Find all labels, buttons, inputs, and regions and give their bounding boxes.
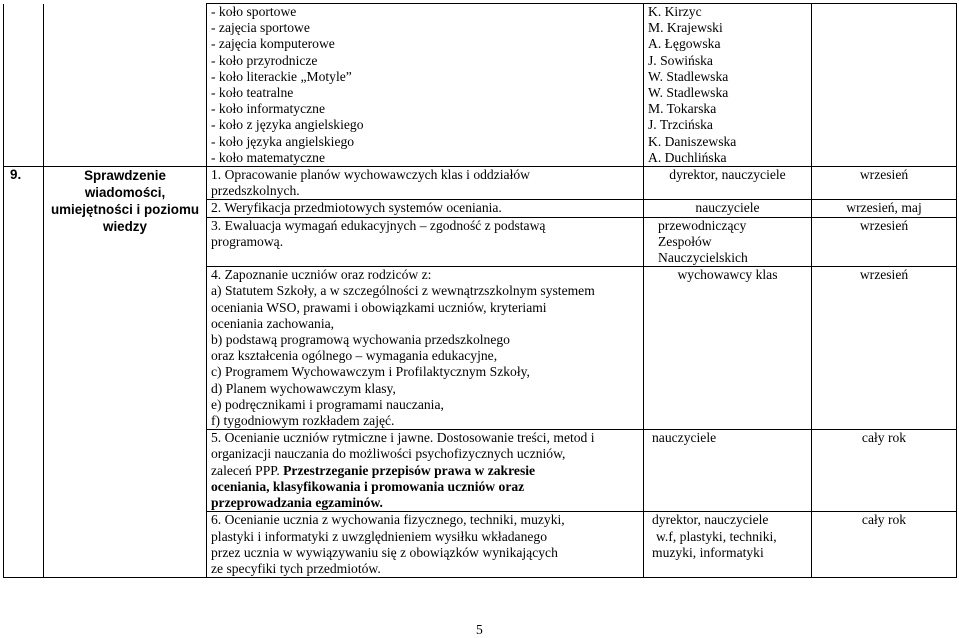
teacher-name: M. Krajewski — [648, 20, 723, 36]
deadline-cell: wrzesień, maj — [812, 200, 957, 217]
when-cell-empty — [812, 4, 957, 167]
task-cell — [207, 217, 644, 267]
task-line: przedszkolnych. — [211, 183, 300, 199]
activity-item: - koło informatyczne — [211, 101, 325, 117]
plan-table — [3, 3, 957, 578]
task-cell — [207, 167, 644, 200]
task-cell — [207, 512, 644, 578]
teachers-cell — [644, 4, 812, 167]
page-number: 5 — [476, 622, 483, 637]
activity-item: - koło z języka angielskiego — [211, 117, 364, 133]
task-line: d) Planem wychowawczym klasy, — [211, 380, 396, 396]
task-line: oraz kształcenia ogólnego – wymagania edukacyjne, — [211, 348, 498, 364]
section-title-line: wiedzy — [103, 219, 147, 235]
activity-item: - zajęcia sportowe — [211, 20, 310, 36]
deadline-cell: wrzesień — [812, 267, 957, 430]
responsible-line: dyrektor, nauczyciele — [669, 167, 786, 183]
activity-item: - koło sportowe — [211, 4, 297, 19]
task-line: przez ucznia w wywiązywaniu się z obowiązków wynikających — [211, 544, 558, 560]
responsible-line: Nauczycielskich — [658, 250, 748, 266]
responsible-cell — [644, 267, 812, 430]
topic-cell-empty — [44, 4, 207, 167]
task-line: 1. Opracowanie planów wychowawczych klas i oddziałów — [211, 167, 530, 183]
activities-cell — [207, 4, 644, 167]
task-line: 6. Ocenianie ucznia z wychowania fizycznego, techniki, muzyki, — [211, 512, 565, 528]
section-title-line: wiadomości, — [84, 185, 166, 201]
task-cell — [207, 430, 644, 512]
task-line: programową. — [211, 233, 284, 249]
task-line: a) Statutem Szkoły, a w szczególności z wewnątrzszkolnym systemem — [211, 283, 595, 299]
task-line: organizacji nauczania do możliwości psychofizycznych uczniów, — [211, 446, 566, 462]
activity-item: - koło matematyczne — [211, 149, 325, 165]
responsible-line: przewodniczący — [658, 217, 747, 233]
task-line: oceniania WSO, prawami i obowiązkami uczniów, kryteriami — [211, 299, 547, 315]
responsible-cell — [644, 217, 812, 267]
task-line: 5. Ocenianie uczniów rytmiczne i jawne. Dostosowanie treści, metod i — [211, 430, 595, 446]
activity-item: - zajęcia komputerowe — [211, 36, 335, 52]
deadline-cell: wrzesień — [812, 217, 957, 267]
task-bold-line: oceniania, klasyfikowania i promowania uczniów oraz — [211, 478, 525, 494]
task-cell — [207, 267, 644, 430]
task-cell — [207, 200, 644, 217]
teacher-name: J. Trzcińska — [648, 117, 713, 133]
responsible-cell — [644, 430, 812, 512]
row-extracurricular — [4, 4, 957, 167]
teacher-name: A. Łęgowska — [648, 36, 721, 52]
task-line: b) podstawą programową wychowania przedszkolnego — [211, 332, 510, 348]
task-line: oceniania zachowania, — [211, 315, 335, 331]
task-line: ze specyfiki tych przedmiotów. — [211, 560, 381, 576]
task-line: 3. Ewaluacja wymagań edukacyjnych – zgodność z podstawą — [211, 217, 546, 233]
deadline-cell: cały rok — [812, 430, 957, 512]
deadline-cell: cały rok — [812, 512, 957, 578]
section-title-line: umiejętności i poziomu — [50, 202, 200, 218]
section-number: 9. — [4, 167, 44, 578]
teacher-name: W. Stadlewska — [648, 68, 729, 84]
section-title-line: Sprawdzenie — [84, 168, 166, 184]
teacher-name: M. Tokarska — [648, 101, 717, 117]
responsible-cell — [644, 167, 812, 200]
responsible-line: nauczyciele — [652, 430, 717, 446]
responsible-line: w.f, plastyki, techniki, — [656, 528, 777, 544]
responsible-cell — [644, 200, 812, 217]
activity-item: - koło literackie „Motyle” — [211, 68, 352, 84]
task-bold-line: Przestrzeganie przepisów prawa w zakresie — [283, 462, 536, 478]
teacher-name: K. Kirzyc — [648, 4, 702, 19]
teacher-name: W. Stadlewska — [648, 85, 729, 101]
responsible-line: nauczyciele — [695, 200, 760, 216]
responsible-line: wychowawcy klas — [677, 267, 778, 283]
responsible-line: dyrektor, nauczyciele — [652, 512, 769, 528]
activity-item: - koło teatralne — [211, 85, 294, 101]
deadline-cell: wrzesień — [812, 167, 957, 200]
activity-item: - koło przyrodnicze — [211, 52, 318, 68]
task-line: 2. Weryfikacja przedmiotowych systemów oceniania. — [211, 200, 502, 216]
responsible-cell — [644, 512, 812, 578]
task-bold-line: przeprowadzania egzaminów. — [211, 495, 383, 511]
activity-item: - koło języka angielskiego — [211, 133, 355, 149]
task-line-mixed — [211, 463, 639, 479]
teacher-name: K. Daniszewska — [648, 133, 737, 149]
task-line: c) Programem Wychowawczym i Profilaktycznym Szkoły, — [211, 364, 530, 380]
task-line: e) podręcznikami i programami nauczania, — [211, 396, 444, 412]
responsible-line: muzyki, informatyki — [652, 544, 764, 560]
task-line: 4. Zapoznanie uczniów oraz rodziców z: — [211, 267, 432, 283]
task-line: zaleceń PPP. — [211, 462, 280, 478]
teacher-name: J. Sowińska — [648, 52, 713, 68]
num-cell-empty — [4, 4, 44, 167]
row-task-1 — [4, 167, 957, 200]
section-title — [44, 167, 207, 578]
responsible-line: Zespołów — [658, 233, 712, 249]
task-line: f) tygodniowym rozkładem zajęć. — [211, 413, 395, 429]
teacher-name: A. Duchlińska — [648, 149, 727, 165]
task-line: plastyki i informatyki z uwzględnieniem wysiłku wkładanego — [211, 528, 547, 544]
